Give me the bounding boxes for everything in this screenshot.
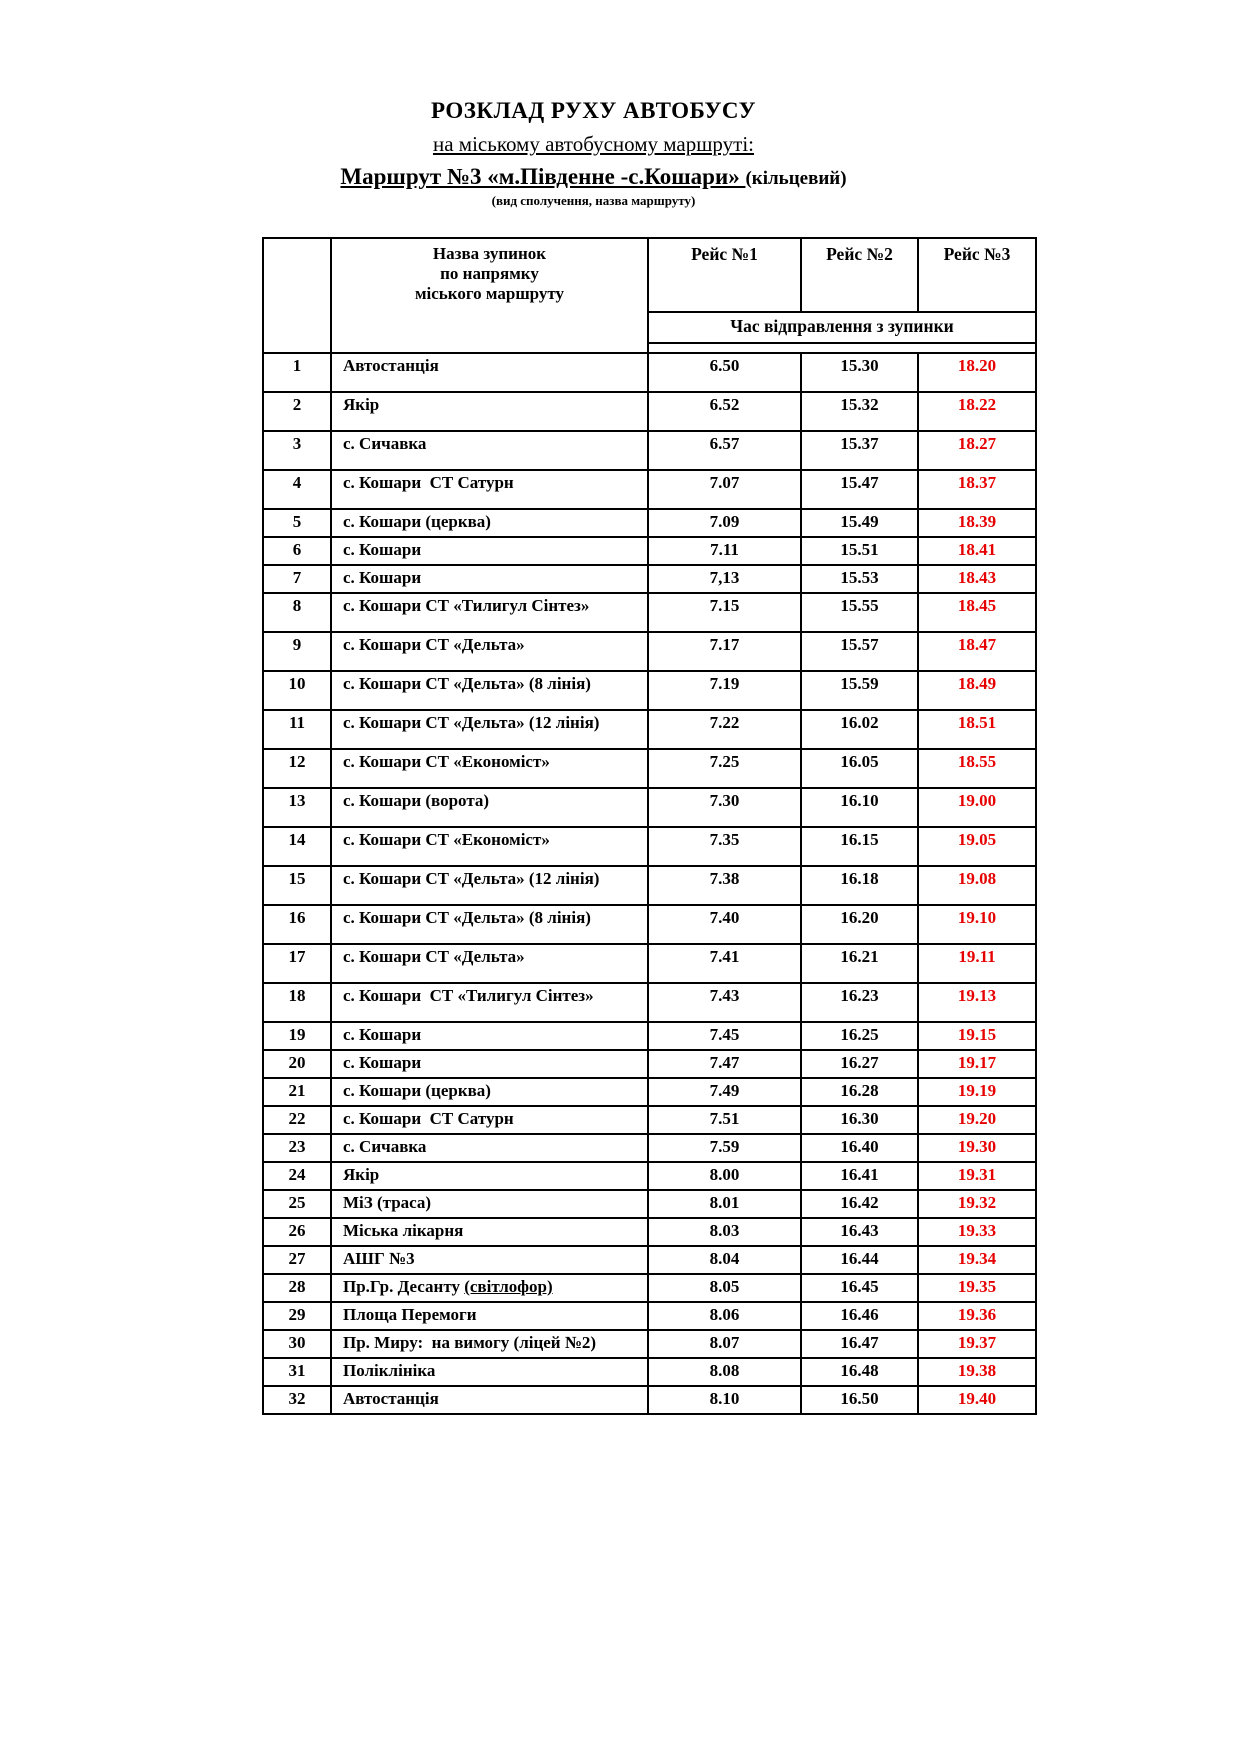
stop-number-cell: 32	[263, 1386, 331, 1414]
schedule-row	[263, 392, 1036, 431]
trip1-time-cell: 8.01	[648, 1190, 801, 1218]
schedule-row	[263, 593, 1036, 632]
trip2-time-cell: 16.43	[801, 1218, 918, 1246]
schedule-row	[263, 537, 1036, 565]
trip2-time-cell: 15.47	[801, 470, 918, 509]
header-stops-line-3: міського маршруту	[414, 283, 565, 303]
schedule-row	[263, 1106, 1036, 1134]
trip2-time-cell: 16.21	[801, 944, 918, 983]
trip2-time-cell: 16.18	[801, 866, 918, 905]
trip3-time-cell: 18.49	[918, 671, 1036, 710]
header-trip3-cell: Рейс №3	[918, 238, 1036, 312]
trip1-time-cell: 7.43	[648, 983, 801, 1022]
stop-name-cell: с. Кошари СТ «Дельта» (12 лінія)	[331, 866, 648, 905]
trip1-time-cell: 8.10	[648, 1386, 801, 1414]
stop-number-cell: 3	[263, 431, 331, 470]
stop-number-cell: 26	[263, 1218, 331, 1246]
trip2-time-cell: 16.15	[801, 827, 918, 866]
trip2-time-cell: 15.59	[801, 671, 918, 710]
stop-name-cell: АШГ №3	[331, 1246, 648, 1274]
trip2-time-cell: 15.49	[801, 509, 918, 537]
schedule-row	[263, 749, 1036, 788]
schedule-row	[263, 470, 1036, 509]
header-stops-line-1: Назва зупинок	[432, 243, 547, 263]
route-caption: (вид сполучення, назва маршруту)	[491, 193, 696, 209]
trip2-time-cell: 16.47	[801, 1330, 918, 1358]
schedule-row	[263, 866, 1036, 905]
header-row-trips	[263, 238, 1036, 312]
schedule-row	[263, 1302, 1036, 1330]
header-trip2-cell: Рейс №2	[801, 238, 918, 312]
schedule-row	[263, 944, 1036, 983]
trip3-time-cell: 19.32	[918, 1190, 1036, 1218]
stop-number-cell: 20	[263, 1050, 331, 1078]
schedule-row	[263, 509, 1036, 537]
stop-number-cell: 22	[263, 1106, 331, 1134]
trip1-time-cell: 8.05	[648, 1274, 801, 1302]
trip3-time-cell: 19.17	[918, 1050, 1036, 1078]
trip3-time-cell: 18.22	[918, 392, 1036, 431]
schedule-row	[263, 1134, 1036, 1162]
trip1-time-cell: 7.47	[648, 1050, 801, 1078]
schedule-row	[263, 983, 1036, 1022]
stop-number-cell: 25	[263, 1190, 331, 1218]
trip1-time-cell: 7.25	[648, 749, 801, 788]
trip3-time-cell: 19.00	[918, 788, 1036, 827]
stop-name-cell: с. Сичавка	[331, 1134, 648, 1162]
trip3-time-cell: 19.36	[918, 1302, 1036, 1330]
trip2-time-cell: 16.02	[801, 710, 918, 749]
trip1-time-cell: 7.07	[648, 470, 801, 509]
schedule-row	[263, 1190, 1036, 1218]
schedule-row	[263, 353, 1036, 392]
schedule-row	[263, 788, 1036, 827]
stop-number-cell: 14	[263, 827, 331, 866]
trip1-time-cell: 7.19	[648, 671, 801, 710]
stop-number-cell: 24	[263, 1162, 331, 1190]
trip1-time-cell: 7.15	[648, 593, 801, 632]
trip3-time-cell: 18.20	[918, 353, 1036, 392]
trip3-time-cell: 19.31	[918, 1162, 1036, 1190]
schedule-row	[263, 827, 1036, 866]
trip1-time-cell: 7.38	[648, 866, 801, 905]
stop-number-cell: 30	[263, 1330, 331, 1358]
schedule-row	[263, 1358, 1036, 1386]
stop-name-cell: Автостанція	[331, 1386, 648, 1414]
stop-number-cell: 16	[263, 905, 331, 944]
trip1-time-cell: 7.45	[648, 1022, 801, 1050]
trip2-time-cell: 16.45	[801, 1274, 918, 1302]
trip2-time-cell: 15.37	[801, 431, 918, 470]
trip2-time-cell: 15.57	[801, 632, 918, 671]
stop-name-cell: с. Кошари СТ «Дельта»	[331, 944, 648, 983]
trip1-time-cell: 7.22	[648, 710, 801, 749]
stop-name-cell: с. Кошари	[331, 565, 648, 593]
stop-number-cell: 9	[263, 632, 331, 671]
trip2-time-cell: 15.55	[801, 593, 918, 632]
trip2-time-cell: 16.42	[801, 1190, 918, 1218]
schedule-row	[263, 431, 1036, 470]
trip2-time-cell: 16.44	[801, 1246, 918, 1274]
stop-number-cell: 7	[263, 565, 331, 593]
departure-time-label: Час відправлення з зупинки	[649, 313, 1035, 344]
trip1-time-cell: 6.50	[648, 353, 801, 392]
schedule-row	[263, 1022, 1036, 1050]
trip3-time-cell: 19.20	[918, 1106, 1036, 1134]
trip1-time-cell: 8.00	[648, 1162, 801, 1190]
trip1-time-cell: 8.03	[648, 1218, 801, 1246]
stop-number-cell: 1	[263, 353, 331, 392]
stop-name-cell: Якір	[331, 392, 648, 431]
stop-name-cell: с. Сичавка	[331, 431, 648, 470]
trip3-time-cell: 19.34	[918, 1246, 1036, 1274]
trip1-time-cell: 7.49	[648, 1078, 801, 1106]
stop-name-cell: с. Кошари СТ «Тилигул Сінтез»	[331, 983, 648, 1022]
trip2-time-cell: 15.30	[801, 353, 918, 392]
trip3-time-cell: 19.08	[918, 866, 1036, 905]
stop-number-cell: 5	[263, 509, 331, 537]
trip3-time-cell: 18.47	[918, 632, 1036, 671]
schedule-row	[263, 632, 1036, 671]
trip1-time-cell: 7.30	[648, 788, 801, 827]
header-departure-cell	[648, 312, 1036, 353]
schedule-row	[263, 1330, 1036, 1358]
stop-name-cell: Пр.Гр. Десанту (світлофор)	[331, 1274, 648, 1302]
trip3-time-cell: 19.35	[918, 1274, 1036, 1302]
stop-name-cell: с. Кошари (церква)	[331, 509, 648, 537]
main-title: РОЗКЛАД РУХУ АВТОБУСУ	[430, 98, 757, 123]
trip3-time-cell: 18.37	[918, 470, 1036, 509]
header-number-cell	[263, 238, 331, 353]
trip3-time-cell: 18.43	[918, 565, 1036, 593]
stop-number-cell: 13	[263, 788, 331, 827]
trip3-time-cell: 18.27	[918, 431, 1036, 470]
subtitle: на міському автобусному маршруті:	[432, 132, 754, 157]
stop-number-cell: 17	[263, 944, 331, 983]
schedule-row	[263, 671, 1036, 710]
stop-number-cell: 21	[263, 1078, 331, 1106]
stop-name-cell: Пр. Миру: на вимогу (ліцей №2)	[331, 1330, 648, 1358]
trip1-time-cell: 7.35	[648, 827, 801, 866]
stop-name-cell: с. Кошари СТ Сатурн	[331, 470, 648, 509]
route-type: (кільцевий)	[745, 168, 847, 190]
stop-name-cell: Поліклініка	[331, 1358, 648, 1386]
trip2-time-cell: 15.51	[801, 537, 918, 565]
trip1-time-cell: 8.06	[648, 1302, 801, 1330]
trip1-time-cell: 6.57	[648, 431, 801, 470]
trip3-time-cell: 19.15	[918, 1022, 1036, 1050]
stop-number-cell: 2	[263, 392, 331, 431]
stop-name-underlined-part: (світлофор)	[464, 1276, 553, 1296]
trip2-time-cell: 16.40	[801, 1134, 918, 1162]
trip2-time-cell: 16.50	[801, 1386, 918, 1414]
stop-name-cell: с. Кошари СТ «Дельта» (8 лінія)	[331, 905, 648, 944]
trip1-time-cell: 7.09	[648, 509, 801, 537]
trip3-time-cell: 19.11	[918, 944, 1036, 983]
trip3-time-cell: 19.13	[918, 983, 1036, 1022]
trip1-time-cell: 6.52	[648, 392, 801, 431]
schedule-row	[263, 1386, 1036, 1414]
stop-name-cell: с. Кошари	[331, 1050, 648, 1078]
trip3-time-cell: 18.39	[918, 509, 1036, 537]
trip1-time-cell: 7,13	[648, 565, 801, 593]
trip3-time-cell: 18.51	[918, 710, 1036, 749]
trip3-time-cell: 18.41	[918, 537, 1036, 565]
schedule-row	[263, 1078, 1036, 1106]
trip1-time-cell: 7.40	[648, 905, 801, 944]
route-name: Маршрут №3 «м.Південне -с.Кошари»	[340, 164, 746, 190]
stop-number-cell: 18	[263, 983, 331, 1022]
schedule-row	[263, 1274, 1036, 1302]
trip1-time-cell: 7.41	[648, 944, 801, 983]
trip2-time-cell: 16.30	[801, 1106, 918, 1134]
stop-name-cell: Автостанція	[331, 353, 648, 392]
stop-name-cell: с. Кошари СТ Сатурн	[331, 1106, 648, 1134]
trip3-time-cell: 19.10	[918, 905, 1036, 944]
trip2-time-cell: 16.48	[801, 1358, 918, 1386]
trip1-time-cell: 7.59	[648, 1134, 801, 1162]
trip1-time-cell: 8.04	[648, 1246, 801, 1274]
schedule-row	[263, 1162, 1036, 1190]
stop-name-cell: МіЗ (траса)	[331, 1190, 648, 1218]
stop-number-cell: 4	[263, 470, 331, 509]
trip2-time-cell: 16.23	[801, 983, 918, 1022]
trip3-time-cell: 19.19	[918, 1078, 1036, 1106]
stop-name-cell: с. Кошари СТ «Дельта» (8 лінія)	[331, 671, 648, 710]
stop-name-cell: с. Кошари	[331, 537, 648, 565]
stop-name-cell: с. Кошари (ворота)	[331, 788, 648, 827]
schedule-row	[263, 710, 1036, 749]
header-trip1-cell: Рейс №1	[648, 238, 801, 312]
trip2-time-cell: 16.41	[801, 1162, 918, 1190]
trip3-time-cell: 19.05	[918, 827, 1036, 866]
stop-name-cell: с. Кошари СТ «Економіст»	[331, 827, 648, 866]
stop-name-cell: Площа Перемоги	[331, 1302, 648, 1330]
trip1-time-cell: 8.08	[648, 1358, 801, 1386]
trip3-time-cell: 19.37	[918, 1330, 1036, 1358]
trip3-time-cell: 18.45	[918, 593, 1036, 632]
trip1-time-cell: 7.11	[648, 537, 801, 565]
trip1-time-cell: 8.07	[648, 1330, 801, 1358]
stop-number-cell: 27	[263, 1246, 331, 1274]
trip1-time-cell: 7.51	[648, 1106, 801, 1134]
stop-name-cell: с. Кошари	[331, 1022, 648, 1050]
trip2-time-cell: 16.46	[801, 1302, 918, 1330]
trip2-time-cell: 16.20	[801, 905, 918, 944]
stop-name-cell: с. Кошари СТ «Дельта» (12 лінія)	[331, 710, 648, 749]
trip3-time-cell: 19.33	[918, 1218, 1036, 1246]
trip2-time-cell: 16.28	[801, 1078, 918, 1106]
stop-name-cell: Міська лікарня	[331, 1218, 648, 1246]
stop-name-cell: с. Кошари СТ «Дельта»	[331, 632, 648, 671]
trip2-time-cell: 16.25	[801, 1022, 918, 1050]
stop-number-cell: 28	[263, 1274, 331, 1302]
header-stops-line-2: по напрямку	[440, 263, 539, 283]
trip3-time-cell: 18.55	[918, 749, 1036, 788]
stop-number-cell: 19	[263, 1022, 331, 1050]
trip3-time-cell: 19.30	[918, 1134, 1036, 1162]
trip2-time-cell: 16.05	[801, 749, 918, 788]
trip1-time-cell: 7.17	[648, 632, 801, 671]
trip3-time-cell: 19.40	[918, 1386, 1036, 1414]
trip2-time-cell: 15.53	[801, 565, 918, 593]
route-title	[262, 161, 925, 192]
stop-name-cell: с. Кошари СТ «Тилигул Сінтез»	[331, 593, 648, 632]
schedule-row	[263, 905, 1036, 944]
schedule-row	[263, 565, 1036, 593]
stop-number-cell: 6	[263, 537, 331, 565]
stop-number-cell: 12	[263, 749, 331, 788]
trip2-time-cell: 16.27	[801, 1050, 918, 1078]
trip2-time-cell: 15.32	[801, 392, 918, 431]
schedule-row	[263, 1050, 1036, 1078]
stop-number-cell: 11	[263, 710, 331, 749]
document-header	[262, 95, 925, 210]
stop-name-cell: Якір	[331, 1162, 648, 1190]
stop-number-cell: 15	[263, 866, 331, 905]
bus-schedule-table	[262, 237, 1037, 1415]
trip3-time-cell: 19.38	[918, 1358, 1036, 1386]
schedule-row	[263, 1218, 1036, 1246]
trip2-time-cell: 16.10	[801, 788, 918, 827]
stop-number-cell: 29	[263, 1302, 331, 1330]
stop-number-cell: 23	[263, 1134, 331, 1162]
stop-number-cell: 31	[263, 1358, 331, 1386]
schedule-row	[263, 1246, 1036, 1274]
header-stops-cell	[331, 238, 648, 353]
stop-number-cell: 8	[263, 593, 331, 632]
stop-number-cell: 10	[263, 671, 331, 710]
stop-name-cell: с. Кошари СТ «Економіст»	[331, 749, 648, 788]
stop-name-cell: с. Кошари (церква)	[331, 1078, 648, 1106]
